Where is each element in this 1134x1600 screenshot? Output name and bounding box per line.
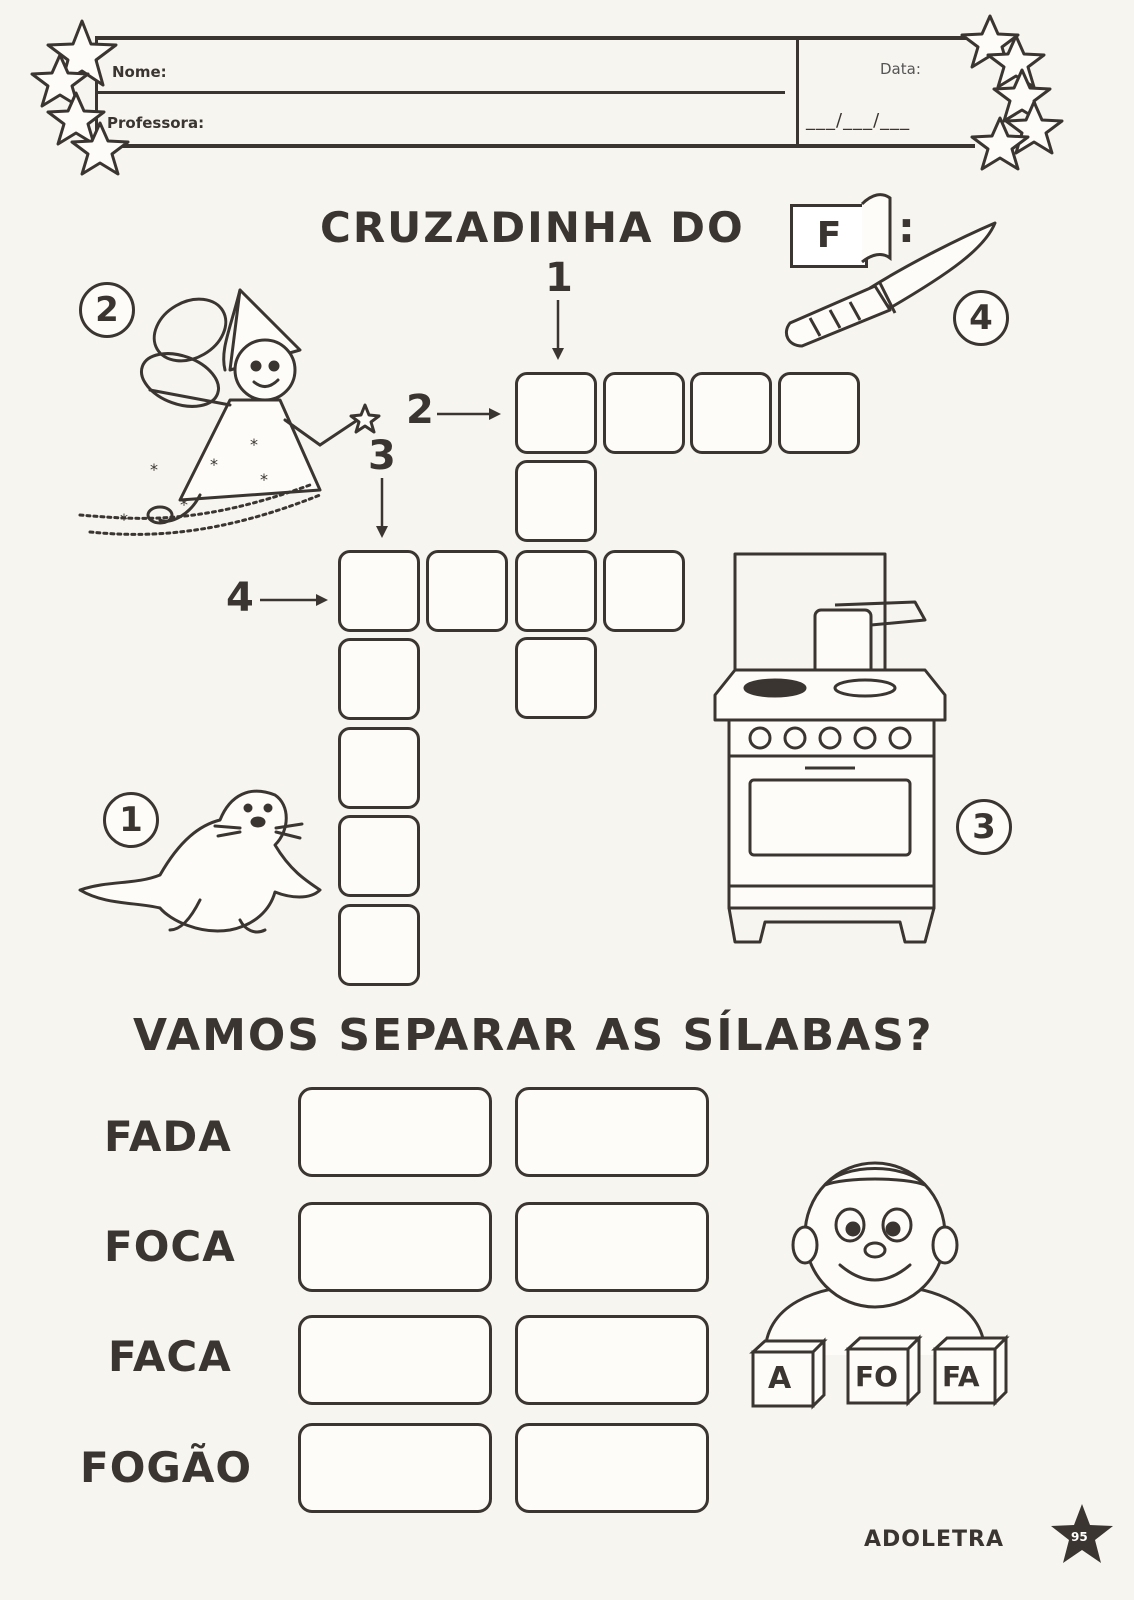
crossword-cell[interactable] (426, 550, 508, 632)
syllable-box[interactable] (298, 1202, 492, 1292)
header-middle-line (95, 91, 785, 94)
fairy-icon (80, 270, 380, 560)
name-label: Nome: (112, 63, 167, 81)
syllable-box[interactable] (515, 1087, 709, 1177)
name-field[interactable] (190, 48, 780, 88)
crossword-cell[interactable] (338, 727, 420, 809)
header-bottom-line (95, 144, 975, 148)
svg-text:*: * (250, 435, 258, 454)
picture-number-fairy: 2 (79, 282, 135, 338)
syllable-box[interactable] (298, 1423, 492, 1513)
word-fogao: FOGÃO (80, 1443, 253, 1492)
syllables-title: VAMOS SEPARAR AS SÍLABAS? (133, 1010, 934, 1061)
crossword-cell[interactable] (515, 460, 597, 542)
syllable-box[interactable] (298, 1315, 492, 1405)
crossword-title: CRUZADINHA DO (320, 203, 745, 252)
clue-number-1: 1 (545, 255, 573, 301)
svg-text:*: * (260, 470, 268, 489)
svg-text:*: * (150, 460, 158, 479)
arrow-right-icon (260, 592, 330, 608)
arrow-right-icon (437, 406, 503, 422)
clue-number-3: 3 (368, 433, 396, 479)
crossword-cell[interactable] (603, 372, 685, 454)
teacher-field[interactable] (230, 98, 780, 140)
picture-number-seal: 1 (103, 792, 159, 848)
syllable-box[interactable] (515, 1315, 709, 1405)
clue-number-4: 4 (226, 575, 254, 621)
word-faca: FACA (108, 1332, 232, 1381)
header-divider (796, 36, 799, 148)
letter-block-fa-text: FA (942, 1360, 980, 1393)
crossword-cell[interactable] (515, 637, 597, 719)
crossword-cell[interactable] (778, 372, 860, 454)
letter-block-fo-text: FO (855, 1360, 898, 1393)
page-number: 95 (1071, 1530, 1088, 1544)
svg-text:*: * (180, 495, 188, 514)
crossword-cell[interactable] (690, 372, 772, 454)
clue-number-2: 2 (406, 387, 434, 433)
arrow-down-icon (374, 478, 390, 540)
picture-number-knife: 4 (953, 290, 1009, 346)
syllable-box[interactable] (515, 1202, 709, 1292)
syllable-box[interactable] (298, 1087, 492, 1177)
arrow-down-icon (550, 300, 566, 362)
crossword-cell[interactable] (338, 815, 420, 897)
seal-icon (80, 780, 325, 940)
crossword-letter: F (816, 215, 842, 256)
letter-block-a-text: A (768, 1361, 792, 1396)
crossword-cell[interactable] (515, 550, 597, 632)
date-field[interactable]: ___/___/___ (806, 110, 911, 131)
crossword-cell[interactable] (515, 372, 597, 454)
picture-number-stove: 3 (956, 799, 1012, 855)
crossword-cell[interactable] (338, 550, 420, 632)
crossword-cell[interactable] (338, 904, 420, 986)
header-stars-left (30, 15, 140, 175)
syllable-box[interactable] (515, 1423, 709, 1513)
knife-icon (780, 218, 1000, 348)
teacher-label: Professora: (107, 114, 205, 132)
header-stars-right (950, 10, 1070, 175)
stove-icon (715, 550, 945, 950)
crossword-cell[interactable] (338, 638, 420, 720)
crossword-colon: : (898, 203, 917, 252)
date-label: Data: (880, 60, 921, 78)
word-fada: FADA (104, 1112, 232, 1161)
crossword-cell[interactable] (603, 550, 685, 632)
brand-logo: ADOLETRA (864, 1527, 1005, 1552)
svg-text:*: * (210, 455, 218, 474)
word-foca: FOCA (104, 1222, 236, 1271)
header-top-line (95, 36, 975, 40)
svg-text:*: * (120, 510, 128, 529)
